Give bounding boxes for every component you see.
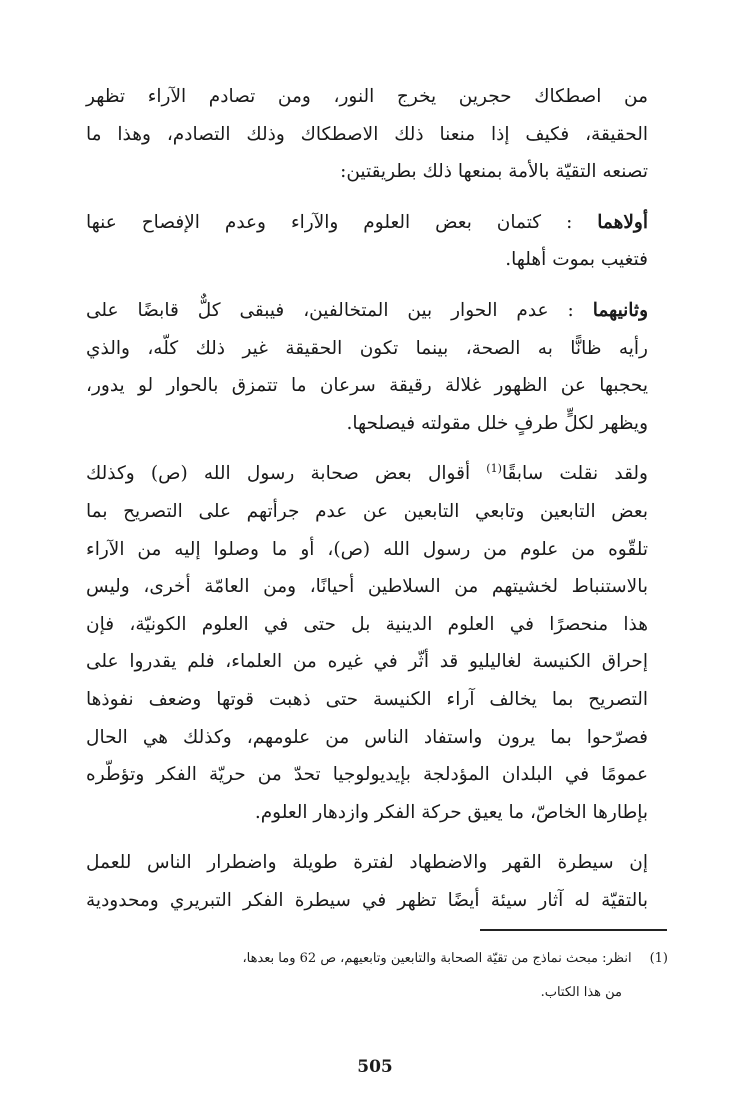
footnote-number: (1) (649, 951, 668, 966)
text-line: هذا منحصرًا في العلوم الدينية بل حتى في العلوم الكونيّة، فإن (86, 613, 648, 635)
text-line: فصرّحوا بما يرون واستفاد الناس من علومهم، وكذلك هي الحال (86, 726, 648, 748)
text-line: الحقيقة، فكيف إذا منعنا ذلك الاصطكاك وذلك التصادم، وهذا ما (86, 123, 648, 145)
second-method-label: وثانيهما (592, 299, 649, 321)
text-line: بإطارها الخاصّ، ما يعيق حركة الفكر وازدهار العلوم. (254, 801, 648, 823)
footnote-divider (480, 929, 667, 931)
text-line (86, 455, 668, 493)
paragraph-3 (86, 292, 668, 442)
text-line: إحراق الكنيسة لغاليليو قد أثّر في غيره من العلماء، فلم يقدروا على (86, 651, 648, 673)
text-line (86, 292, 668, 330)
text-line: رأيه ظانًّا به الصحة، بينما تكون الحقيقة غير ذلك كلّه، والذي (86, 337, 648, 359)
text-segment: أقوال بعض صحابة رسول الله (ص) وكذلك (86, 463, 487, 485)
paragraph-4 (86, 455, 668, 831)
text-line: إن سيطرة القهر والاضطهاد لفترة طويلة واضطرار الناس للعمل (86, 852, 648, 874)
text-line: بالتقيّة له آثار سيئة أيضًا تظهر في سيطرة الفكر التبريري ومحدودية (86, 889, 648, 911)
text-line: عمومًا في البلدان المؤدلجة بإيديولوجيا تحدّ من حريّة الفكر وتؤطّره (86, 764, 648, 786)
footnote-line (86, 942, 668, 976)
text-line (86, 204, 668, 242)
page-number: 505 (357, 1057, 393, 1077)
body-text (86, 78, 668, 932)
text-line: يحجبها عن الظهور غلالة رقيقة سرعان ما تتمزق بالحوار لو يدور، (86, 375, 648, 397)
text-line: التصريح بما يخالف آراء الكنيسة حتى ذهبت قوتها وضعف نفوذها (86, 688, 648, 710)
text-line: بعض التابعين وتابعي التابعين عن عدم جرأتهم على التصريح بما (86, 500, 648, 522)
footnote-reference[interactable]: (1) (486, 462, 502, 476)
paragraph-5 (86, 844, 668, 919)
text-segment: ولقد نقلت سابقًا (501, 463, 648, 485)
paragraph-2 (86, 204, 668, 279)
footnote-line: من هذا الكتاب. (540, 985, 622, 1000)
text-line: ويظهر لكلٍّ طرفٍ خلل مقولته فيصلحها. (346, 412, 648, 434)
paragraph-1 (86, 78, 668, 191)
text-line: فتغيب بموت أهلها. (505, 249, 648, 271)
text-segment: : عدم الحوار بين المتخالفين، فيبقى كلٌّ قابضًا على (86, 299, 574, 321)
text-segment: : كتمان بعض العلوم والآراء وعدم الإفصاح عنها (86, 211, 573, 233)
text-line: من اصطكاك حجرين يخرج النور، ومن تصادم الآراء تظهر (86, 86, 648, 107)
text-line: تلقّوه من علوم من رسول الله (ص)، أو ما وصلوا إليه من الآراء (86, 538, 648, 560)
footnote (86, 942, 668, 1010)
first-method-label: أولاهما (597, 211, 648, 233)
footnote-text: انظر: مبحث نماذج من تقيّة الصحابة والتابعين وتابعيهم، ص 62 وما بعدها، (242, 951, 632, 966)
text-line: بالاستنباط لخشيتهم من السلاطين أحيانًا، ومن العامّة أخرى، وليس (86, 576, 648, 598)
text-line: تصنعه التقيّة بالأمة بمنعها ذلك بطريقتين: (340, 161, 648, 183)
